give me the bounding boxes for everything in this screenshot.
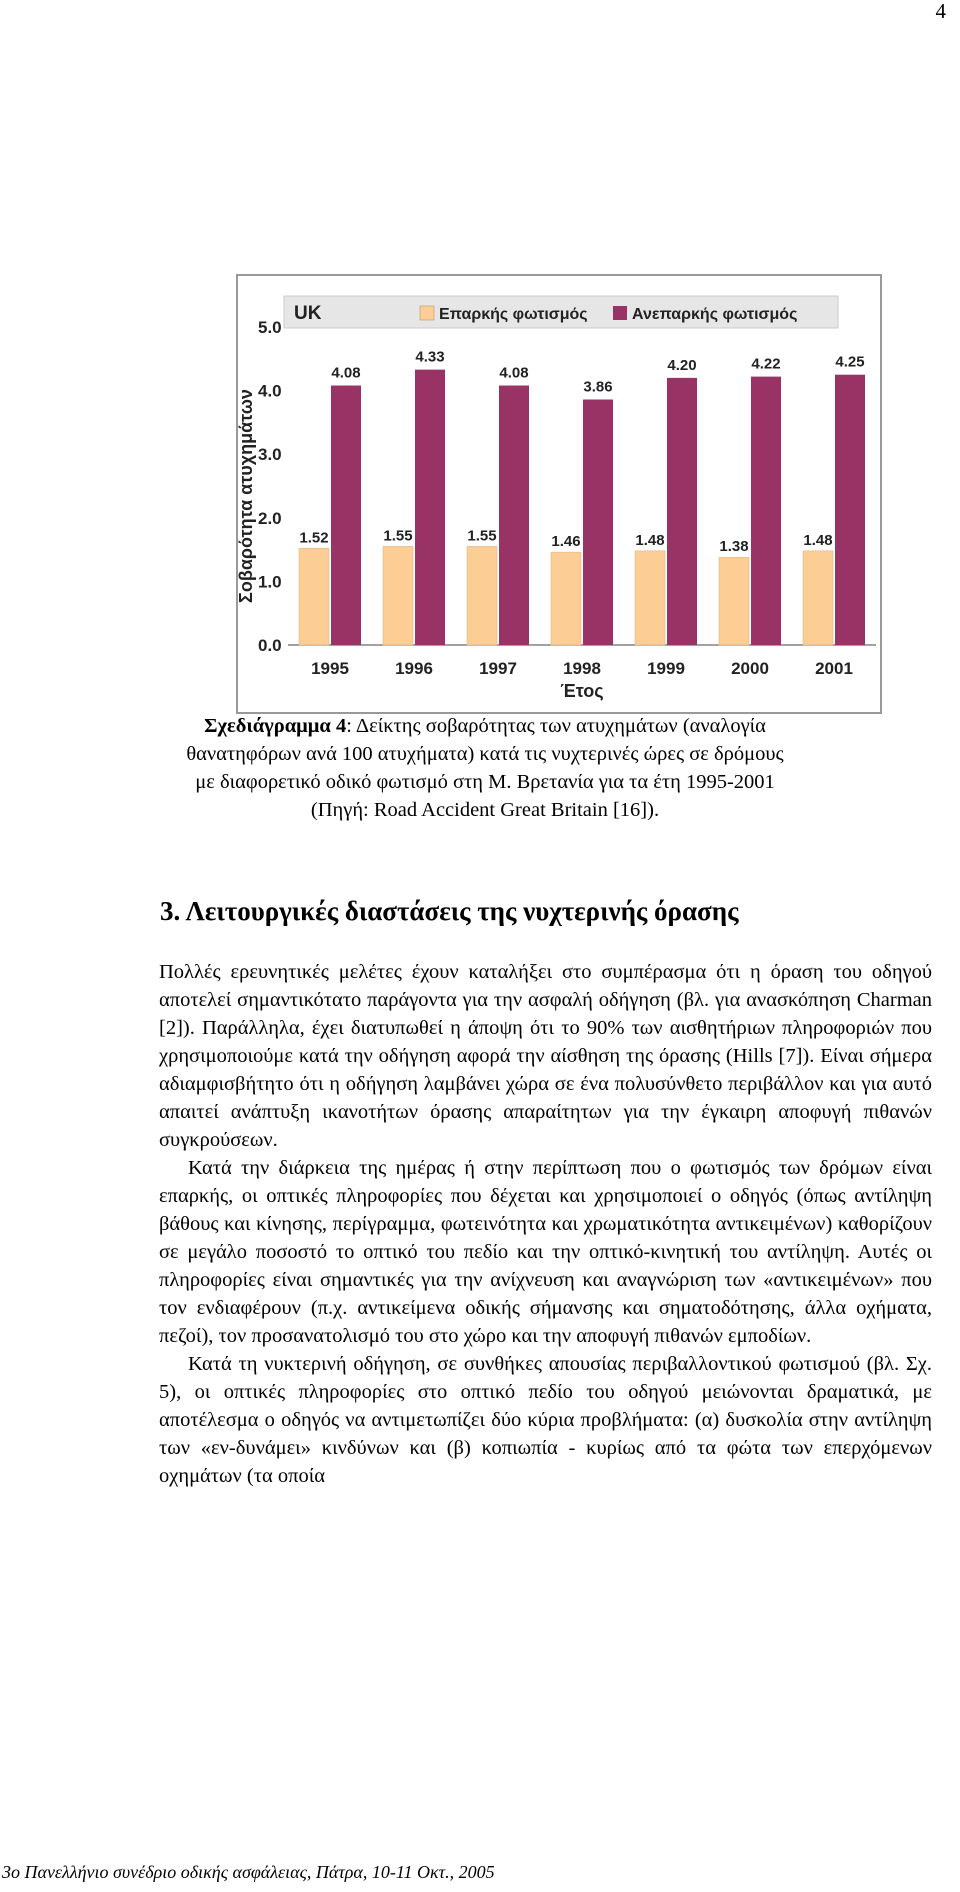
data-label-adequate: 1.55 <box>383 527 413 545</box>
x-tick-label: 1999 <box>647 659 685 678</box>
chart-figure <box>236 274 882 714</box>
bar-adequate-lighting <box>467 546 497 645</box>
bar-adequate-lighting <box>551 552 581 645</box>
y-tick-label: 3.0 <box>258 445 282 465</box>
bar-adequate-lighting <box>299 548 329 645</box>
data-label-inadequate: 4.33 <box>415 348 445 366</box>
bar-adequate-lighting <box>719 557 749 645</box>
caption-label: Σχεδιάγραμμα 4 <box>204 715 347 737</box>
data-label-inadequate: 3.86 <box>583 378 613 396</box>
data-label-adequate: 1.48 <box>803 531 833 549</box>
x-tick-label: 1997 <box>479 659 517 678</box>
data-label-adequate: 1.46 <box>551 533 581 551</box>
paragraph-2: Κατά την διάρκεια της ημέρας ή στην περίπτωση που ο φωτισμός των δρόμων είναι επαρκής, οι οπτικές πληροφορίες που δέχεται και χρησιμοποιεί ο οδηγός (όπως αντίληψη βάθους και κίνησης, περίγραμμα, φωτεινότητα και χρωματικότητα αντικειμένων) καθορίζουν σε μεγάλο ποσοστό το οπτικό του πεδίο και την οπτικό-κινητική του αντίληψη. Αυτές οι πληροφορίες είναι σημαντικές για την ανίχνευση και αναγνώριση των «αντικειμένων» που τον ενδιαφέρουν (π.χ. αντικείμενα οδικής σήμανσης και σηματοδότησης, άλλα οχήματα, πεζοί), τον προσανατολισμό του στο χώρο και την αποφυγή πιθανών εμποδίων. <box>159 1157 932 1347</box>
data-label-adequate: 1.52 <box>299 529 329 547</box>
data-label-inadequate: 4.08 <box>331 364 361 382</box>
section-heading: 3. Λειτουργικές διαστάσεις της νυχτερινής όρασης <box>160 896 739 926</box>
bar-inadequate-lighting <box>331 386 361 645</box>
bar-adequate-lighting <box>803 551 833 645</box>
bar-inadequate-lighting <box>835 375 865 645</box>
data-label-inadequate: 4.22 <box>751 355 781 373</box>
legend-swatch-inadequate <box>613 306 627 320</box>
x-tick-label: 2001 <box>815 659 853 678</box>
y-tick-label: 0.0 <box>258 636 282 655</box>
y-tick-label: 4.0 <box>258 381 282 401</box>
data-label-adequate: 1.48 <box>635 531 665 549</box>
legend-label-inadequate: Ανεπαρκής φωτισμός <box>632 306 798 323</box>
legend-label-adequate: Επαρκής φωτισμός <box>439 306 588 323</box>
caption-text: : Δείκτης σοβαρότητας των ατυχημάτων (αναλογία θανατηφόρων ανά 100 ατυχήματα) κατά τις νυχτερινές ώρες σε δρόμους με διαφορετικό οδικό φωτισμό στη Μ. Βρετανία για τα έτη 1995-2001 (Πηγή: Road Accident Great Britain [16]). <box>186 715 784 821</box>
x-tick-label: 1998 <box>563 659 601 678</box>
bar-inadequate-lighting <box>415 370 445 645</box>
bar-adequate-lighting <box>383 546 413 645</box>
chart-badge: UK <box>294 303 322 324</box>
y-axis-label: Σοβαρότητα ατυχημάτων <box>236 389 256 603</box>
bar-inadequate-lighting <box>583 400 613 645</box>
bar-inadequate-lighting <box>499 386 529 645</box>
y-tick-label: 1.0 <box>258 572 282 592</box>
x-tick-label: 1996 <box>395 659 433 678</box>
page-number: 4 <box>935 0 946 23</box>
x-axis-label: Έτος <box>560 681 604 701</box>
severity-bar-chart <box>236 274 882 714</box>
data-label-adequate: 1.38 <box>719 538 749 556</box>
bar-adequate-lighting <box>635 551 665 645</box>
y-tick-label: 2.0 <box>258 508 282 528</box>
body-text <box>159 958 932 1490</box>
data-label-inadequate: 4.08 <box>499 364 529 382</box>
legend-swatch-adequate <box>420 306 434 320</box>
data-label-adequate: 1.55 <box>467 527 497 545</box>
figure-caption <box>180 712 790 824</box>
x-tick-label: 2000 <box>731 659 769 678</box>
data-label-inadequate: 4.20 <box>667 356 697 374</box>
paragraph-3: Κατά τη νυκτερινή οδήγηση, σε συνθήκες απουσίας περιβαλλοντικού φωτισμού (βλ. Σχ. 5), οι οπτικές πληροφορίες στο οπτικό πεδίο του οδηγού μειώνονται δραματικά, με αποτέλεσμα ο οδηγός να αντιμετωπίζει δύο κύρια προβλήματα: (α) δυσκολία στην αντίληψη των «εν-δυνάμει» κινδύνων και (β) κοπιωπία - κυρίως από τα φώτα των επερχόμενων οχημάτων (τα οποία <box>159 1353 932 1487</box>
bar-inadequate-lighting <box>667 378 697 645</box>
bar-inadequate-lighting <box>751 377 781 645</box>
y-tick-label: 5.0 <box>258 318 282 337</box>
footer-text: 3ο Πανελλήνιο συνέδριο οδικής ασφάλειας, Πάτρα, 10-11 Οκτ., 2005 <box>2 1862 495 1882</box>
x-tick-label: 1995 <box>311 659 349 678</box>
paragraph-1: Πολλές ερευνητικές μελέτες έχουν καταλήξει στο συμπέρασμα ότι η όραση του οδηγού αποτελεί σημαντικότατο παράγοντα για την ασφαλή οδήγηση (βλ. για ανασκόπηση Charman [2]). Παράλληλα, έχει διατυπωθεί η άποψη ότι το 90% των αισθητήριων πληροφοριών που χρησιμοποιούμε κατά την οδήγηση αφορά την αίσθηση της όρασης (Hills [7]). Είναι σήμερα αδιαμφισβήτητο ότι η οδήγηση λαμβάνει χώρα σε ένα πολυσύνθετο περιβάλλον και για αυτό απαιτεί ανάπτυξη ικανοτήτων όρασης απαραίτητων για την έγκαιρη αποφυγή πιθανών συγκρούσεων. <box>159 961 932 1151</box>
data-label-inadequate: 4.25 <box>835 353 865 371</box>
